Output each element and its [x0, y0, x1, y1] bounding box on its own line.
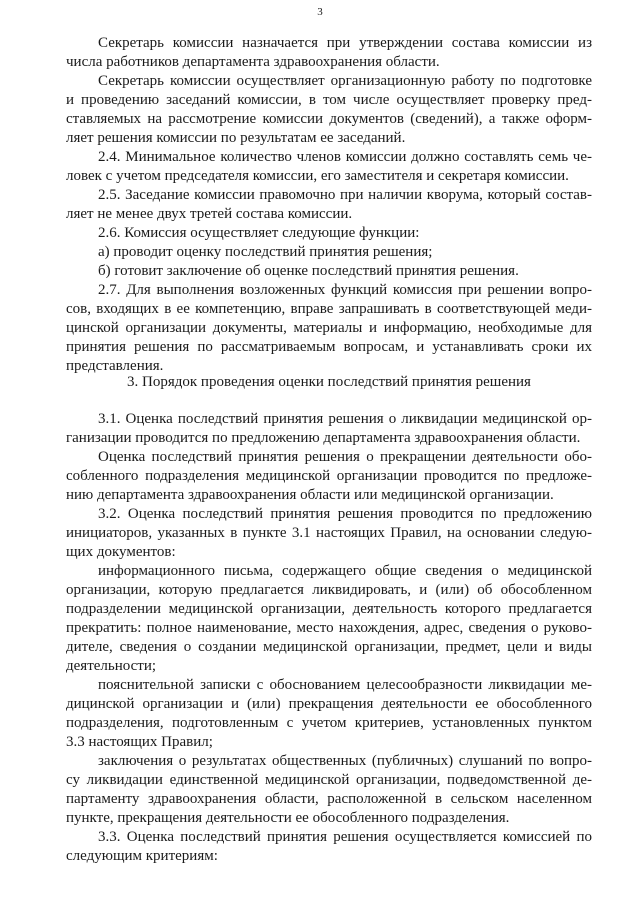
paragraph	[66, 262, 592, 281]
text-line: организации, которую предлагается ликвидировать, и (или) об обособленном	[66, 582, 592, 598]
paragraph	[66, 752, 592, 828]
text-line: ляет не менее двух третей состава комиссии.	[66, 206, 353, 222]
text-line: 3.3. Оценка последствий принятия решения осуществляется комиссией по	[98, 829, 592, 845]
text-line: заключения о результатах общественных (публичных) слушаний по вопро-	[98, 753, 592, 769]
paragraph	[66, 448, 592, 505]
text-line: цинской организации документы, материалы и информацию, необходимые для	[66, 320, 592, 336]
paragraph	[66, 148, 592, 186]
text-line: 3.3 настоящих Правил;	[66, 734, 213, 750]
text-line: 2.7. Для выполнения возложенных функций комиссия при решении вопро-	[98, 282, 592, 298]
text-line: ставляемых на рассмотрение комиссии документов (сведений), а также оформ-	[66, 111, 592, 127]
paragraph	[66, 243, 592, 262]
text-line: 2.4. Минимальное количество членов комиссии должно составлять семь че-	[98, 149, 592, 165]
text-line: дителе, сведения о создании медицинской организации, предмет, цели и виды	[66, 639, 592, 655]
paragraph	[66, 224, 592, 243]
text-line: Секретарь комиссии назначается при утверждении состава комиссии из	[98, 35, 592, 51]
text-line: инициаторов, указанных в пункте 3.1 настоящих Правил, на основании следую-	[66, 525, 592, 541]
paragraph	[66, 562, 592, 676]
section-3-text	[66, 410, 592, 866]
text-line: пункте, прекращения деятельности ее обособленного подразделения.	[66, 810, 510, 826]
paragraph	[66, 72, 592, 148]
paragraph	[66, 34, 592, 72]
text-line: партаменту здравоохранения области, расположенной в сельском населенном	[66, 791, 592, 807]
text-line: подразделения, подготовленным с учетом критериев, установленных пунктом	[66, 715, 592, 731]
paragraph	[66, 505, 592, 562]
text-line: следующим критериям:	[66, 848, 218, 864]
text-line: представления.	[66, 358, 164, 374]
text-line: собленного подразделения медицинской организации проводится по предложе-	[66, 468, 592, 484]
text-line: 2.5. Заседание комиссии правомочно при наличии кворума, который состав-	[98, 187, 592, 203]
paragraph	[66, 281, 592, 376]
paragraph	[66, 186, 592, 224]
paragraph	[66, 828, 592, 866]
text-line: Оценка последствий принятия решения о прекращении деятельности обо-	[98, 449, 592, 465]
text-line: числа работников департамента здравоохранения области.	[66, 54, 440, 70]
text-line: Секретарь комиссии осуществляет организационную работу по подготовке	[98, 73, 592, 89]
text-line: сов, входящих в ее компетенцию, вправе запрашивать в соответствующей меди-	[66, 301, 592, 317]
section-3-heading: 3. Порядок проведения оценки последствий принятия решения	[127, 374, 531, 390]
text-line: и проведению заседаний комиссии, в том числе осуществляет проверку пред-	[66, 92, 592, 108]
text-line: деятельности;	[66, 658, 157, 674]
text-line: ловек с учетом председателя комиссии, его заместителя и секретаря комиссии.	[66, 168, 569, 184]
paragraph	[66, 410, 592, 448]
text-line: подразделении медицинской организации, деятельность которого предлагается	[66, 601, 592, 617]
text-line: дицинской организации и (или) прекращения деятельности ее обособленного	[66, 696, 592, 712]
text-line: принятия решения по рассматриваемым вопросам, и устанавливать сроки их	[66, 339, 592, 355]
text-line: а) проводит оценку последствий принятия решения;	[98, 244, 433, 260]
text-line: б) готовит заключение об оценке последствий принятия решения.	[98, 263, 519, 279]
section-2-text	[66, 34, 592, 376]
text-line: пояснительной записки с обоснованием целесообразности ликвидации ме-	[98, 677, 592, 693]
text-line: щих документов:	[66, 544, 176, 560]
text-line: 3.2. Оценка последствий принятия решения проводится по предложению	[98, 506, 592, 522]
text-line: ляет решения комиссии по результатам ее заседаний.	[66, 130, 406, 146]
text-line: 2.6. Комиссия осуществляет следующие функции:	[98, 225, 420, 241]
text-line: 3.1. Оценка последствий принятия решения о ликвидации медицинской ор-	[98, 411, 592, 427]
paragraph	[66, 676, 592, 752]
page-number: 3	[317, 6, 323, 18]
text-line: информационного письма, содержащего общие сведения о медицинской	[98, 563, 592, 579]
text-line: нию департамента здравоохранения области или медицинской организации.	[66, 487, 554, 503]
text-line: су ликвидации единственной медицинской организации, подведомственной де-	[66, 772, 592, 788]
text-line: ганизации проводится по предложению департамента здравоохранения области.	[66, 430, 581, 446]
text-line: прекратить: полное наименование, место нахождения, адрес, сведения о руково-	[66, 620, 592, 636]
